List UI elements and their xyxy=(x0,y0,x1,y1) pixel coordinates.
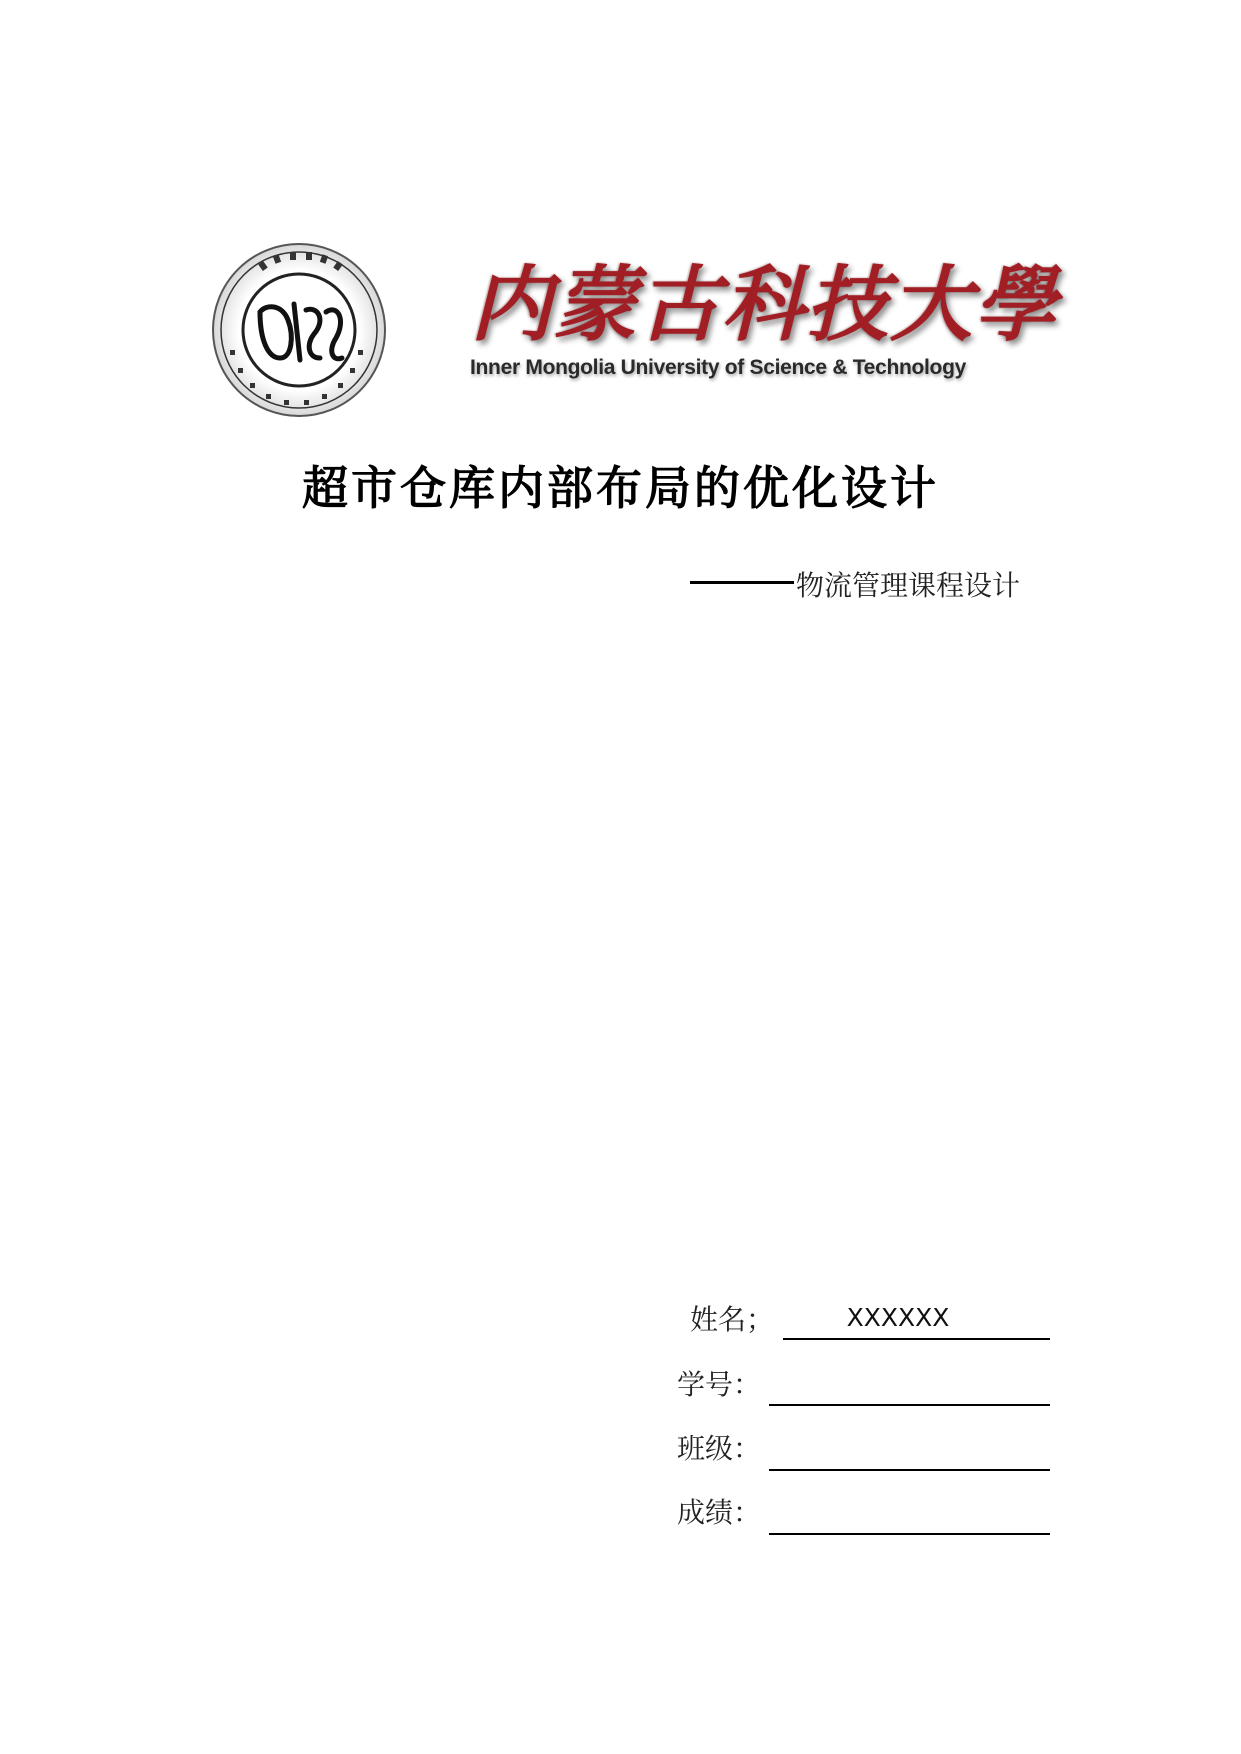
class-label: 班级： xyxy=(677,1432,762,1465)
name-value: XXXXXX xyxy=(846,1303,950,1332)
document-subtitle: 物流管理课程设计 xyxy=(796,569,1021,602)
university-seal-logo xyxy=(208,240,390,420)
grade-label: 成绩： xyxy=(677,1496,762,1529)
university-wordmark xyxy=(470,250,1058,400)
student-id-label: 学号： xyxy=(677,1368,762,1401)
student-id-field xyxy=(677,1363,1050,1407)
document-title: 超市仓库内部布局的优化设计 xyxy=(302,461,939,515)
wordmark-english: Inner Mongolia University of Science & Technology xyxy=(470,356,966,379)
name-field xyxy=(690,1298,1050,1342)
name-underline xyxy=(783,1338,1050,1340)
wordmark-chinese: 内蒙古科技大學 xyxy=(470,257,1058,353)
grade-field xyxy=(677,1491,1050,1535)
grade-underline xyxy=(769,1533,1050,1535)
name-label: 姓名； xyxy=(690,1303,775,1336)
subtitle-dash-rule xyxy=(690,581,794,584)
class-field xyxy=(677,1427,1050,1471)
student-id-underline xyxy=(769,1404,1050,1406)
class-underline xyxy=(769,1469,1050,1471)
